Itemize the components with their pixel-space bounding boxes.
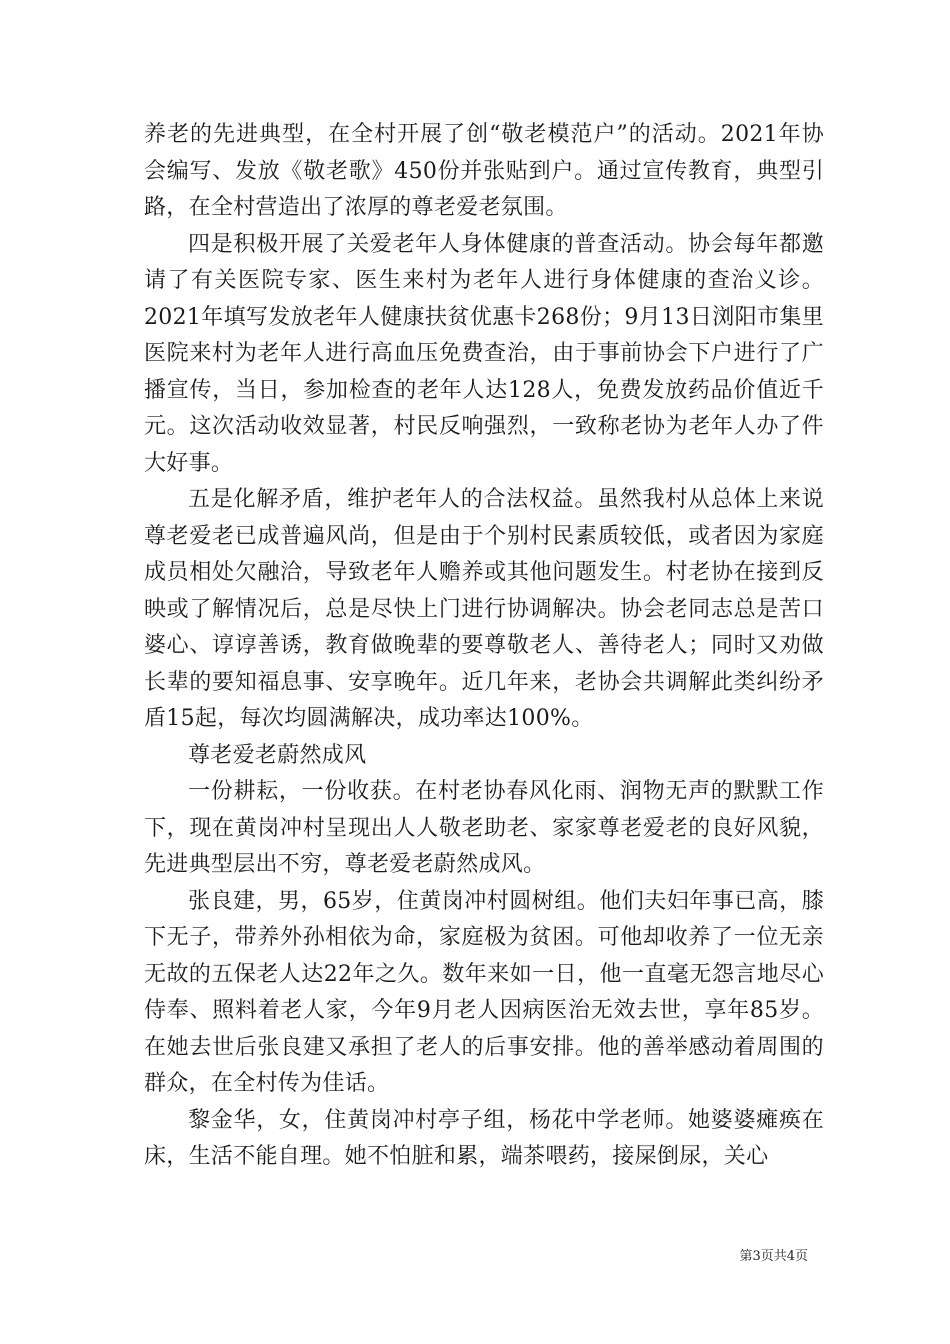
paragraph-7: 黎金华，女，住黄岗冲村亭子组，杨花中学老师。她婆婆瘫痪在床，生活不能自理。她不怕脏和累，端茶喂药，接屎倒尿，关心	[144, 1107, 824, 1169]
section-heading: 尊老爱老蔚然成风	[188, 742, 367, 768]
page-number-footer: 第3页共4页	[739, 1249, 808, 1264]
paragraph-3: 五是化解矛盾，维护老年人的合法权益。虽然我村从总体上来说尊老爱老已成普遍风尚，但是由于个别村民素质较低，或者因为家庭成员相处欠融洽，导致老年人赡养或其他问题发生。村老协在接到反映或了解情况后，总是尽快上门进行协调解决。协会老同志总是苦口婆心、谆谆善诱，教育做晚辈的要尊敬老人、善待老人；同时又劝做长辈的要知福息事、安享晚年。近几年来，老协会共调解此类纠纷矛盾15起，每次均圆满解决，成功率达100%。	[144, 487, 824, 731]
paragraph-6: 张良建，男，65岁，住黄岗冲村圆树组。他们夫妇年事已高，膝下无子，带养外孙相依为命，家庭极为贫困。可他却收养了一位无亲无故的五保老人达22年之久。数年来如一日，他一直毫无怨言地尽心侍奉、照料着老人家，今年9月老人因病医治无效去世，享年85岁。在她去世后张良建又承担了老人的后事安排。他的善举感动着周围的群众，在全村传为佳话。	[144, 888, 824, 1096]
paragraph-5: 一份耕耘，一份收获。在村老协春风化雨、润物无声的默默工作下，现在黄岗冲村呈现出人人敬老助老、家家尊老爱老的良好风貌，先进典型层出不穷，尊老爱老蔚然成风。	[144, 779, 824, 877]
paragraph-2: 四是积极开展了关爱老年人身体健康的普查活动。协会每年都邀请了有关医院专家、医生来村为老年人进行身体健康的查治义诊。2021年填写发放老年人健康扶贫优惠卡268份；9月13日浏阳市集里医院来村为老年人进行高血压免费查治，由于事前协会下户进行了广播宣传，当日，参加检查的老年人达128人，免费发放药品价值近千元。这次活动收效显著，村民反响强烈，一致称老协为老年人办了件大好事。	[144, 231, 824, 476]
document-body	[144, 117, 824, 1176]
paragraph-1: 养老的先进典型，在全村开展了创“敬老模范户”的活动。2021年协会编写、发放《敬老歌》450份并张贴到户。通过宣传教育，典型引路，在全村营造出了浓厚的尊老爱老氛围。	[144, 122, 824, 220]
